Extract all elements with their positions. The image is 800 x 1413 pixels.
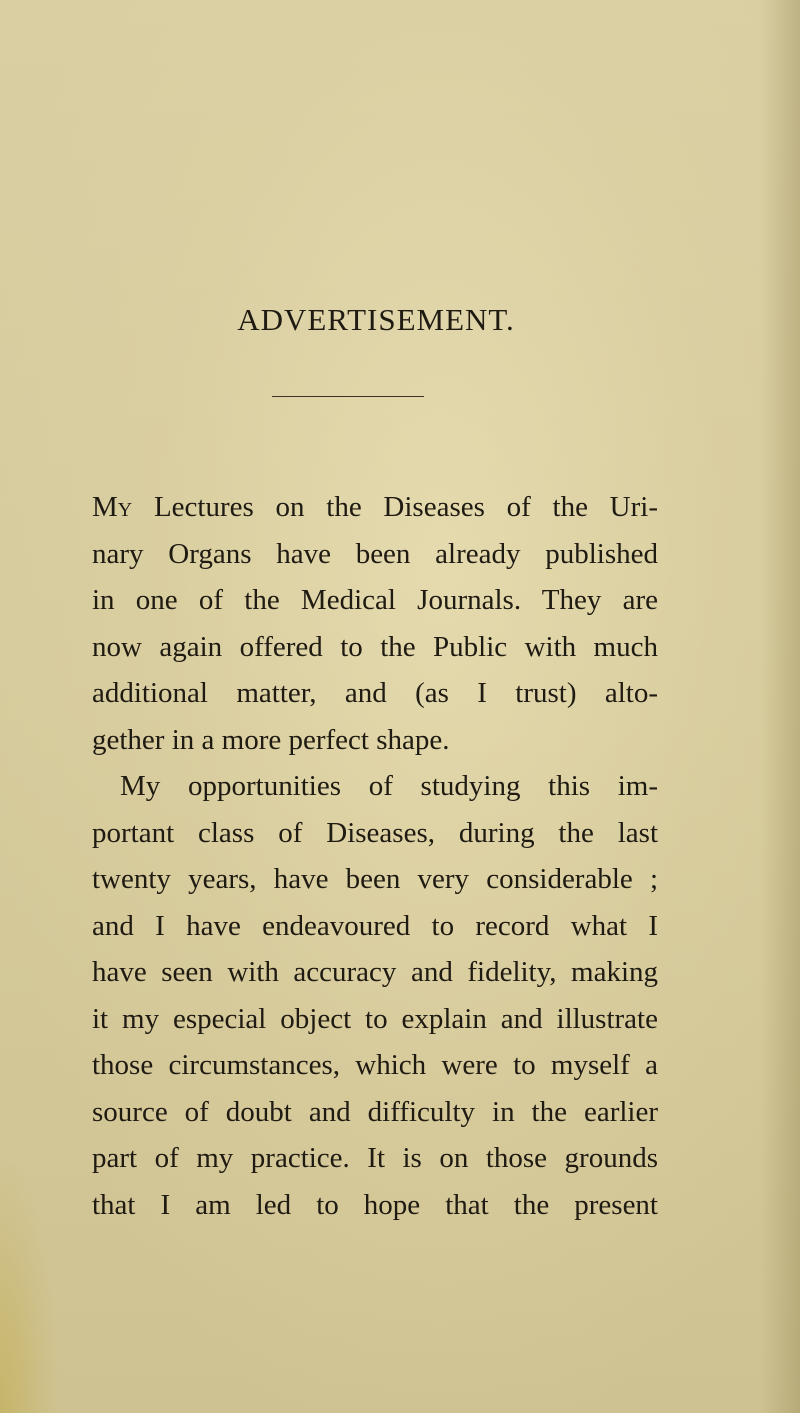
text-line: My opportunities of studying this im- xyxy=(120,770,658,802)
opening-word: My xyxy=(92,491,133,523)
paper-stain xyxy=(0,1153,60,1413)
text-line: twenty years, have been very considerable ; xyxy=(92,863,658,895)
text-line: gether in a more perfect shape. xyxy=(92,723,450,756)
text-line: and I have endeavoured to record what I xyxy=(92,909,658,942)
divider-rule xyxy=(272,396,424,397)
text-line: source of doubt and difficulty in the earlier xyxy=(92,1095,658,1128)
page-title: ADVERTISEMENT. xyxy=(237,302,515,337)
text-line: that I am led to hope that the present xyxy=(92,1188,658,1221)
text-line: in one of the Medical Journals. They are xyxy=(92,584,658,616)
text-line: have seen with accuracy and fidelity, making xyxy=(92,956,658,988)
text-line: portant class of Diseases, during the last xyxy=(92,816,658,849)
page-edge-shadow xyxy=(760,0,800,1413)
text-line xyxy=(92,484,658,531)
body-text xyxy=(92,484,658,1228)
text-line: those circumstances, which were to myself a xyxy=(92,1049,658,1081)
text-line-content: Lectures on the Diseases of the Uri- xyxy=(132,491,658,523)
text-line: additional matter, and (as I trust) alto- xyxy=(92,677,658,709)
text-line: nary Organs have been already published xyxy=(92,537,658,570)
text-line: part of my practice. It is on those grounds xyxy=(92,1142,658,1174)
text-line: now again offered to the Public with much xyxy=(92,630,658,663)
text-line: it my especial object to explain and illustrate xyxy=(92,1002,658,1035)
